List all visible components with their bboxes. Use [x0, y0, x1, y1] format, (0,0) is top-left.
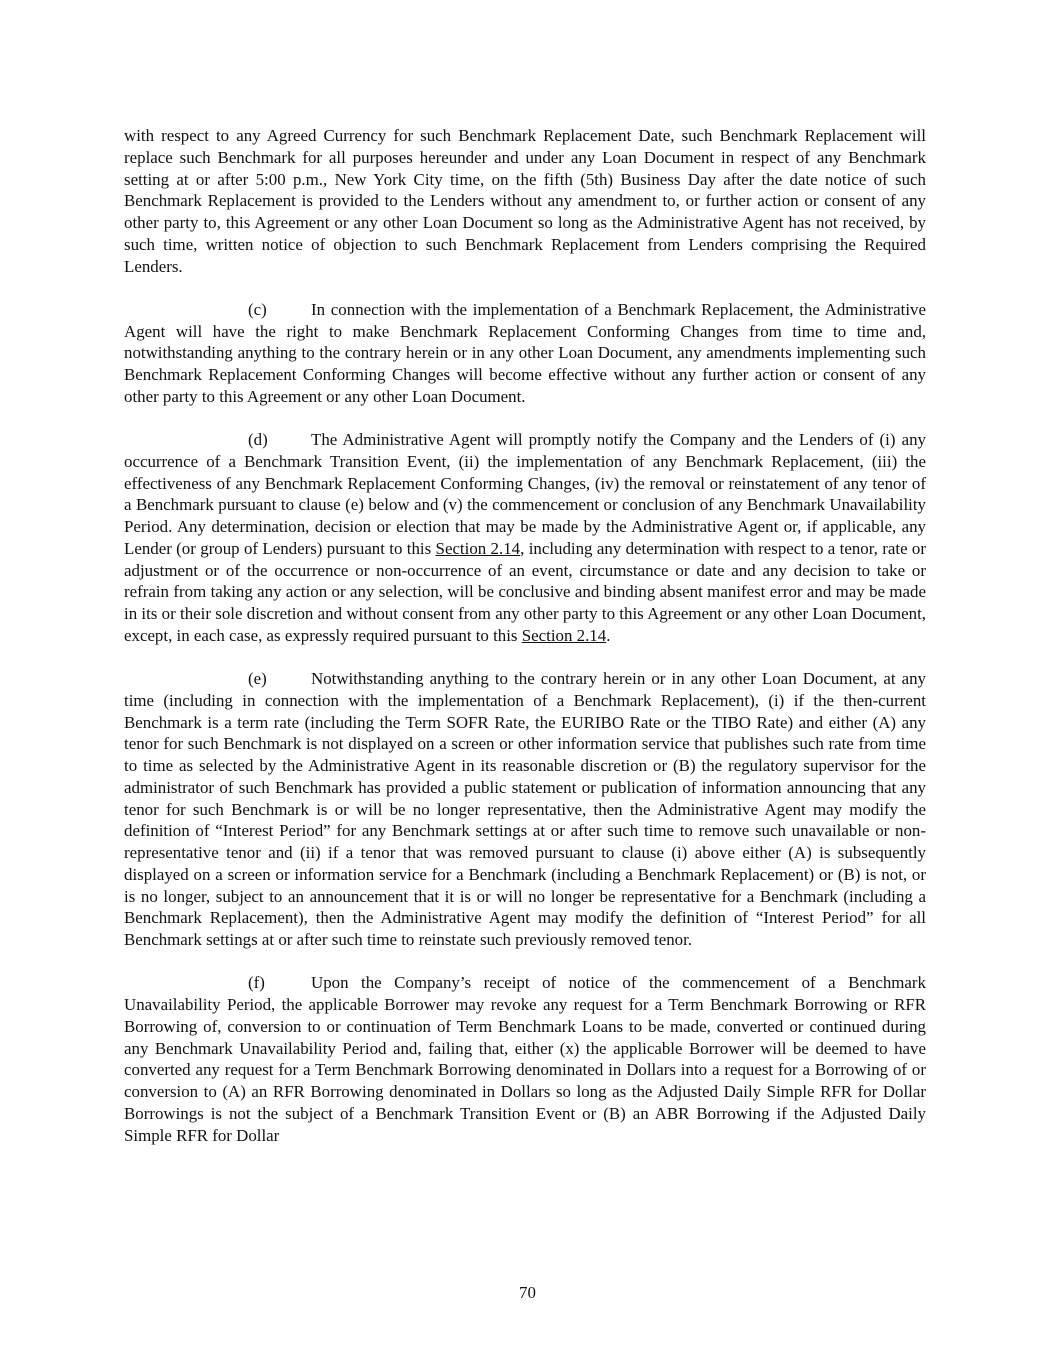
clause-label: (f): [248, 973, 265, 993]
paragraph-text: .: [606, 625, 611, 645]
paragraph-text: In connection with the implementation of a Benchmark Replacement, the Administrative Agent will have the right to make Benchmark Replacement Conforming Changes from time to time and, notwithstanding anything to the contrary herein or in any other Loan Document, any amendments implementing such Benchmark Replacement Conforming Changes will become effective without any further action or consent of any other party to this Agreement or any other Loan Document.: [124, 299, 926, 406]
paragraph-text: with respect to any Agreed Currency for such Benchmark Replacement Date, such Benchmark Replacement will replace such Benchmark for all purposes hereunder and under any Loan Document in respect of any Benchmark setting at or after 5:00 p.m., New York City time, on the fifth (5th) Business Day after the date notice of such Benchmark Replacement is provided to the Lenders without any amendment to, or further action or consent of any other party to, this Agreement or any other Loan Document so long as the Administrative Agent has not received, by such time, written notice of objection to such Benchmark Replacement from Lenders comprising the Required Lenders.: [124, 126, 926, 276]
paragraph-text: Notwithstanding anything to the contrary herein or in any other Loan Document, at any time (including in connection with the implementation of a Benchmark Replacement), (i) if the then-current Benchmark is a term rate (including the Term SOFR Rate, the EURIBO Rate or the TIBO Rate) and either (A) any tenor for such Benchmark is not displayed on a screen or other information service that publishes such rate from time to time as selected by the Administrative Agent in its reasonable discretion or (B) the regulatory supervisor for the administrator of such Benchmark has provided a public statement or publication of information announcing that any tenor for such Benchmark is or will be no longer representative, then the Administrative Agent may modify the definition of “Interest Period” for any Benchmark settings at or after such time to remove such unavailable or non-representative tenor and (ii) if a tenor that was removed pursuant to clause (i) above either (A) is subsequently displayed on a screen or information service for a Benchmark (including a Benchmark Replacement) or (B) is not, or is no longer, subject to an announcement that it is or will no longer be representative for a Benchmark (including a Benchmark Replacement), then the Administrative Agent may modify the definition of “Interest Period” for all Benchmark settings at or after such time to reinstate such previously removed tenor.: [124, 669, 926, 949]
clause-label: (c): [248, 299, 267, 319]
section-reference: Section 2.14: [521, 625, 607, 645]
paragraph-f: [124, 972, 926, 1146]
paragraph-text: The Administrative Agent will promptly notify the Company and the Lenders of (i) any occurrence of a Benchmark Transition Event, (ii) the implementation of any Benchmark Replacement, (iii) the effectiveness of any Benchmark Replacement Conforming Changes, (iv) the removal or reinstatement of any tenor of a Benchmark pursuant to clause (e) below and (v) the commencement or conclusion of any Benchmark Unavailability Period. Any determination, decision or election that may be made by the Administrative Agent or, if applicable, any Lender (or group of Lenders) pursuant to this: [124, 430, 926, 558]
clause-label: (d): [248, 430, 268, 449]
paragraph-e: [124, 668, 926, 951]
paragraph-c: [124, 299, 926, 408]
paragraph-d: [124, 429, 926, 647]
paragraph-text: , including any determination with respect to a tenor, rate or adjustment or of the occurrence or non-occurrence of an event, circumstance or date and any decision to take or refrain from taking any action or any selection, will be conclusive and binding absent manifest error and may be made in its or their sole discretion and without consent from any other party to this Agreement or any other Loan Document, except, in each case, as expressly required pursuant to this: [124, 538, 926, 645]
section-reference: Section 2.14: [435, 538, 521, 558]
page-number: 70: [519, 1283, 536, 1302]
paragraph-continuation: [124, 125, 926, 277]
paragraph-text: Upon the Company’s receipt of notice of the commencement of a Benchmark Unavailability Period, the applicable Borrower may revoke any request for a Term Benchmark Borrowing or RFR Borrowing of, conversion to or continuation of Term Benchmark Loans to be made, converted or continued during any Benchmark Unavailability Period and, failing that, either (x) the applicable Borrower will be deemed to have converted any request for a Term Benchmark Borrowing denominated in Dollars into a request for a Borrowing of or conversion to (A) an RFR Borrowing denominated in Dollars so long as the Adjusted Daily Simple RFR for Dollar Borrowings is not the subject of a Benchmark Transition Event or (B) an ABR Borrowing if the Adjusted Daily Simple RFR for Dollar: [124, 973, 926, 1145]
clause-label: (e): [248, 669, 267, 688]
document-page: [124, 125, 926, 1168]
